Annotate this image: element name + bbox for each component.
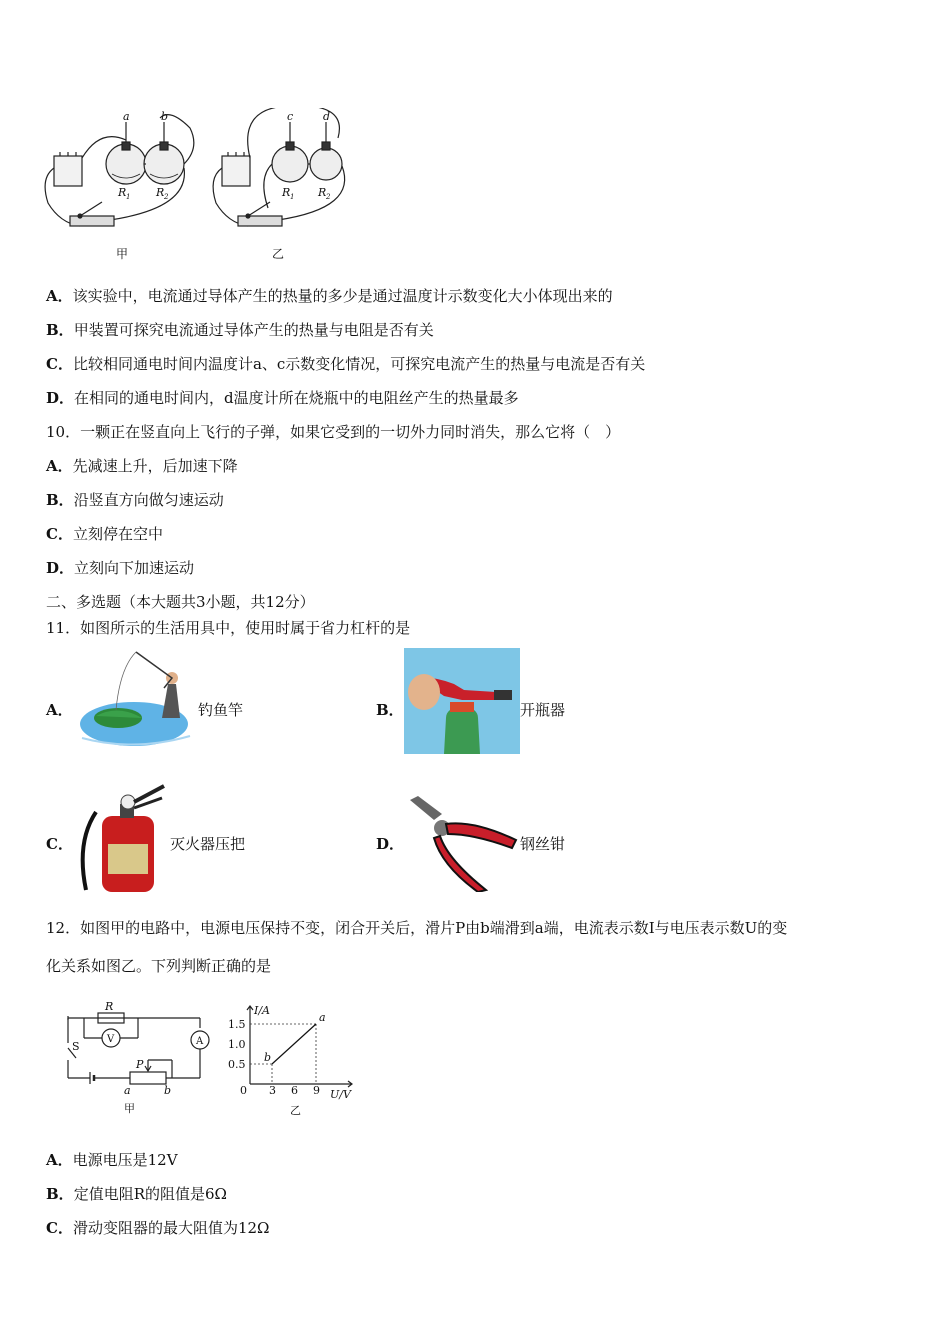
- q12-stem-line2: 化关系如图乙。下列判断正确的是: [46, 957, 272, 975]
- option-text: 立刻向下加速运动: [74, 559, 195, 577]
- q11-option-a-caption: 钓鱼竿: [198, 701, 244, 719]
- bottle-opener-image: [404, 648, 520, 754]
- option-key: C．: [46, 525, 73, 543]
- point-label-a: a: [319, 1011, 326, 1024]
- q9-option-b: [46, 320, 434, 340]
- label-r1-jia-sub: 1: [126, 193, 131, 201]
- terminal-label-a: a: [124, 1084, 131, 1097]
- q10-option-a: [46, 456, 238, 476]
- y-axis-label: I/A: [254, 1004, 270, 1017]
- q9-option-c: [46, 354, 645, 374]
- q12-option-b: [46, 1184, 227, 1204]
- q11-option-b-caption: 开瓶器: [520, 701, 566, 719]
- y-tick-label: 1.5: [228, 1018, 246, 1031]
- q12-iu-graph: [226, 1002, 366, 1120]
- circuit-label-r: R: [105, 1000, 114, 1013]
- option-text: 先减速上升，后加速下降: [72, 457, 238, 475]
- switch-label: S: [72, 1040, 80, 1053]
- x-tick-label: 9: [313, 1084, 320, 1097]
- terminal-label-b: b: [164, 1084, 172, 1097]
- slider-label-p: P: [136, 1058, 144, 1071]
- y-tick-label: 1.0: [228, 1038, 246, 1051]
- option-key: B．: [46, 491, 74, 509]
- option-text: 电源电压是12V: [72, 1151, 178, 1169]
- q9-apparatus-figure: [40, 108, 360, 268]
- fishing-rod-image: [76, 648, 196, 754]
- ammeter-label: A: [196, 1036, 204, 1047]
- label-d: d: [323, 110, 331, 123]
- graph-caption: 乙: [290, 1104, 301, 1117]
- label-a: a: [123, 110, 130, 123]
- iu-series-line: [272, 1024, 316, 1064]
- option-key: C．: [46, 1219, 73, 1237]
- q9-option-d: [46, 388, 519, 408]
- q11-option-d-key: D．: [376, 835, 405, 853]
- label-r2-yi-sub: 2: [326, 193, 331, 201]
- q10-option-b: [46, 490, 224, 510]
- q11-option-a-key: A．: [46, 701, 73, 719]
- label-c: c: [287, 110, 294, 123]
- setup-jia: [45, 115, 194, 226]
- option-key: A．: [46, 287, 73, 305]
- option-text: 定值电阻R的阻值是6Ω: [73, 1185, 227, 1203]
- setup-yi: [213, 108, 345, 226]
- x-tick-label: 6: [291, 1084, 298, 1097]
- q11-option-c-key: C．: [46, 835, 73, 853]
- caption-yi: 乙: [272, 247, 285, 261]
- label-b: b: [161, 110, 169, 123]
- option-key: D．: [46, 389, 75, 407]
- voltmeter-label: V: [107, 1034, 115, 1045]
- label-r1-yi-sub: 1: [290, 193, 295, 201]
- option-text: 该实验中，电流通过导体产生的热量的多少是通过温度计示数变化大小体现出来的: [72, 287, 613, 305]
- q12-option-a: [46, 1150, 178, 1170]
- option-text: 滑动变阻器的最大阻值为12Ω: [72, 1219, 270, 1237]
- label-r2-jia: R: [156, 186, 165, 199]
- x-tick-label: 3: [269, 1084, 276, 1097]
- pliers-image: [404, 794, 520, 892]
- option-text: 沿竖直方向做匀速运动: [73, 491, 224, 509]
- q12-circuit-diagram: [50, 998, 220, 1118]
- y-tick-label: 0.5: [228, 1058, 246, 1071]
- option-text: 甲装置可探究电流通过导体产生的热量与电阻是否有关: [73, 321, 434, 339]
- label-r1-yi: R: [282, 186, 291, 199]
- q10-option-c: [46, 524, 163, 544]
- option-key: B．: [46, 1185, 74, 1203]
- fire-extinguisher-image: [76, 782, 168, 892]
- option-key: A．: [46, 1151, 73, 1169]
- option-key: C．: [46, 355, 73, 373]
- q9-option-a: [46, 286, 613, 306]
- option-key: B．: [46, 321, 74, 339]
- q12-stem-line1: 12．如图甲的电路中，电源电压保持不变，闭合开关后，滑片P由b端滑到a端，电流表示数I与电压表示数U的变: [46, 919, 788, 937]
- option-key: D．: [46, 559, 75, 577]
- option-text: 立刻停在空中: [72, 525, 163, 543]
- q10-stem: 10．一颗正在竖直向上飞行的子弹，如果它受到的一切外力同时消失，那么它将（ ）: [46, 423, 621, 441]
- circuit-caption: 甲: [124, 1102, 135, 1115]
- x-axis-label: U/V: [330, 1088, 351, 1101]
- origin-label: 0: [240, 1084, 247, 1097]
- q11-option-d-caption: 钢丝钳: [520, 835, 566, 853]
- section-heading: 二、多选题（本大题共3小题，共12分）: [46, 593, 315, 611]
- caption-jia: 甲: [116, 247, 129, 261]
- label-r1-jia: R: [118, 186, 127, 199]
- q11-option-b-key: B．: [376, 701, 404, 719]
- q11-stem: 11．如图所示的生活用具中，使用时属于省力杠杆的是: [46, 619, 411, 637]
- option-key: A．: [46, 457, 73, 475]
- label-r2-yi: R: [318, 186, 327, 199]
- option-text: 在相同的通电时间内，d温度计所在烧瓶中的电阻丝产生的热量最多: [74, 389, 519, 407]
- q12-option-c: [46, 1218, 269, 1238]
- option-text: 比较相同通电时间内温度计a、c示数变化情况，可探究电流产生的热量与电流是否有关: [72, 355, 646, 373]
- point-label-b: b: [264, 1051, 272, 1064]
- q10-option-d: [46, 558, 194, 578]
- q11-option-c-caption: 灭火器压把: [170, 835, 246, 853]
- label-r2-jia-sub: 2: [164, 193, 169, 201]
